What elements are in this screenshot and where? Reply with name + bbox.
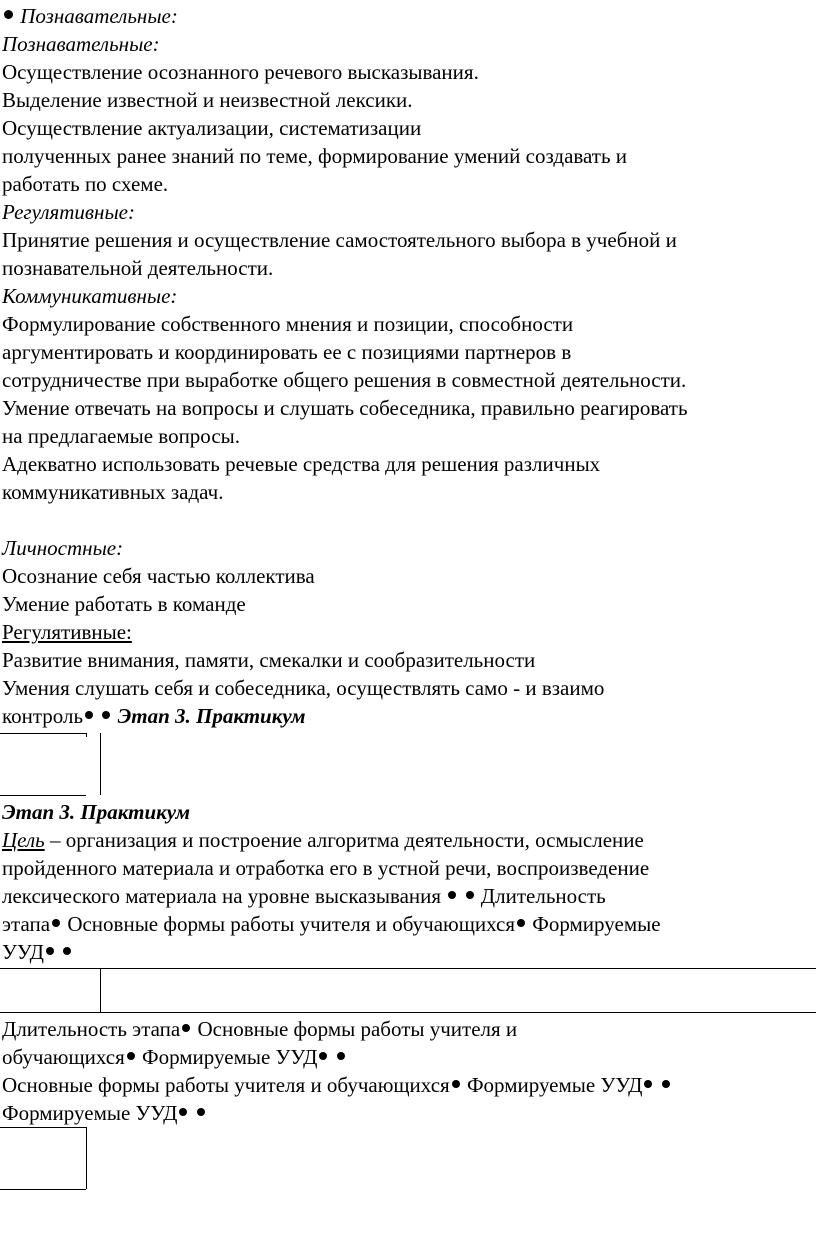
bullet-icon <box>337 1052 345 1060</box>
last-word: контроль <box>2 704 84 728</box>
bullet-icon <box>662 1080 670 1088</box>
table-border <box>0 1012 816 1013</box>
text-line: Умение работать в команде <box>2 592 246 616</box>
bullet-icon <box>52 919 60 927</box>
text-line: Осуществление осознанного речевого высказывания. <box>2 60 479 84</box>
text-line: Основные формы работы учителя и обучающихся Формируемые УУД <box>2 1071 672 1099</box>
text-line: Осознание себя частью коллектива <box>2 564 315 588</box>
bullet-icon <box>644 1080 652 1088</box>
bullet-icon <box>102 711 110 719</box>
bullet-icon <box>452 1080 460 1088</box>
text-line: полученных ранее знаний по теме, формирование умений создавать и <box>2 144 628 168</box>
text-line: коммуникативных задач. <box>2 480 224 504</box>
goal-line: Цель – организация и построение алгоритма деятельности, осмысление <box>2 828 644 852</box>
bullet-icon <box>63 947 71 955</box>
table-border <box>100 968 101 1012</box>
bullet-icon <box>179 1108 187 1116</box>
bullet-icon <box>4 10 13 19</box>
text-line: Умения слушать себя и собеседника, осуществлять само - и взаимо <box>2 676 605 700</box>
text-line: Умение отвечать на вопросы и слушать собеседника, правильно реагировать <box>2 396 688 420</box>
text-line: работать по схеме. <box>2 172 169 196</box>
text-line: Длительность этапа Основные формы работы учителя и <box>2 1017 518 1041</box>
section-heading: Регулятивные: <box>2 620 132 644</box>
text-line: Выделение известной и неизвестной лексики. <box>2 88 413 112</box>
text-line: обучающихся Формируемые УУД <box>2 1043 347 1071</box>
text-line: сотрудничестве при выработке общего решения в совместной деятельности. <box>2 368 687 392</box>
bullet-icon <box>517 919 525 927</box>
table-border <box>100 733 101 795</box>
table-border <box>86 733 87 737</box>
text-line: Принятие решения и осуществление самостоятельного выбора в учебной и <box>2 228 677 252</box>
text-line: Формируемые УУД <box>2 1099 207 1127</box>
table-border <box>0 733 86 734</box>
section-heading: Регулятивные: <box>2 200 135 224</box>
bullet-icon <box>319 1052 327 1060</box>
text-line: познавательной деятельности. <box>2 256 274 280</box>
table-border <box>0 968 816 969</box>
bullet-icon <box>127 1052 135 1060</box>
section-heading: Личностные: <box>2 536 124 560</box>
section-heading: Познавательные: <box>2 32 160 56</box>
section-heading: Коммуникативные: <box>2 284 178 308</box>
bullet-icon <box>182 1024 190 1032</box>
bullet-icon <box>46 947 54 955</box>
table-border <box>0 1127 86 1128</box>
bullet-icon <box>466 891 474 899</box>
stage-title-inline: Этап 3. Практикум <box>117 704 306 728</box>
text-line: на предлагаемые вопросы. <box>2 424 241 448</box>
table-border <box>86 1127 87 1189</box>
bullet-icon <box>85 711 93 719</box>
table-border <box>0 1189 86 1190</box>
section-heading-bullet: Познавательные: <box>2 2 178 30</box>
text-line <box>2 702 306 730</box>
text-line: аргументировать и координировать ее с позициями партнеров в <box>2 340 572 364</box>
bullet-icon <box>197 1108 205 1116</box>
goal-label: Цель <box>2 828 45 852</box>
text-line: Формулирование собственного мнения и позиции, способности <box>2 312 574 336</box>
table-border <box>0 795 86 796</box>
text-line: УУД <box>2 938 73 966</box>
text-line: Осуществление актуализации, систематизации <box>2 116 422 140</box>
text-line: Адекватно использовать речевые средства для решения различных <box>2 452 601 476</box>
text-line: этапа Основные формы работы учителя и обучающихся Формируемые <box>2 912 661 936</box>
stage-title: Этап 3. Практикум <box>2 800 190 824</box>
text-line: Развитие внимания, памяти, смекалки и сообразительности <box>2 648 536 672</box>
text-line: лексического материала на уровне высказывания Длительность <box>2 884 606 908</box>
bullet-icon <box>448 891 456 899</box>
text-line: пройденного материала и отработка его в устной речи, воспроизведение <box>2 856 650 880</box>
